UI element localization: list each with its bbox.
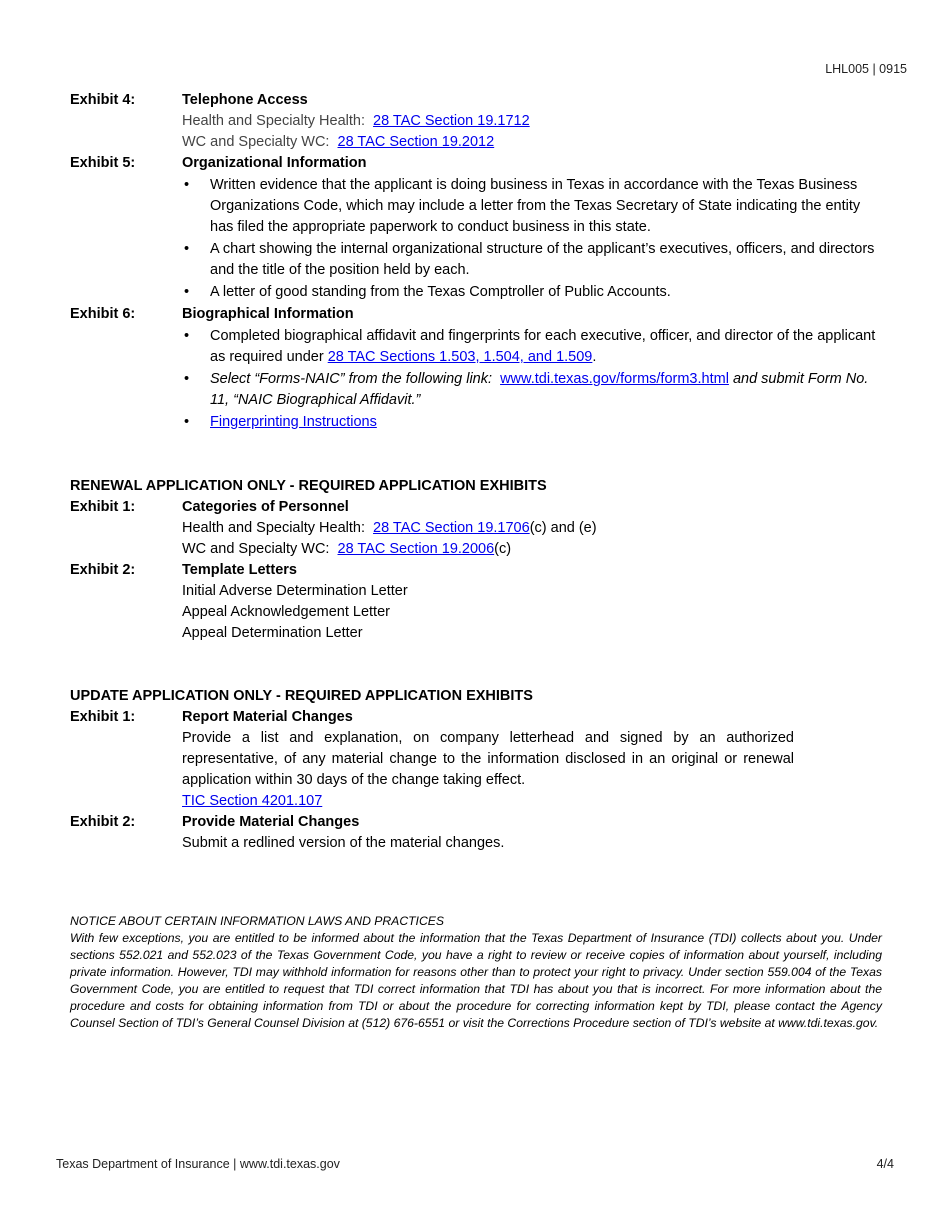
exhibit-5 (70, 153, 882, 304)
exhibit-5-list (182, 175, 882, 303)
exhibit-6-title: Biographical Information (182, 306, 354, 322)
exhibit-4-wc-line (182, 132, 882, 153)
update-exhibit-1-text: Provide a list and explanation, on company letterhead and signed by an authorized representative, of any material change to the information disclosed in an original or renewal application within 30 days of the change taking effect. (182, 730, 794, 788)
privacy-notice (70, 913, 882, 1032)
bullet-icon: • (184, 371, 190, 387)
notice-body: With few exceptions, you are entitled to be informed about the information that the Texas Department of Insurance (TDI) collects about you. Under sections 552.021 and 552.023 of the Texas Government Code, you have a right to review or receive copies of information about yourself, including private information. However, TDI may withhold information for reasons other than to protect your right to privacy. Under section 559.004 of the Texas Government Code, you are entitled to request that TDI correct information that TDI has about you that is incorrect. For more information about the procedure and costs for obtaining information from TDI or about the procedure for correcting information kept by TDI, please contact the Agency Counsel Section of TDI’s General Counsel Division at (512) 676-6551 or visit the Corrections Procedure section of TDI’s website at www.tdi.texas.gov. (70, 931, 882, 1030)
period: . (592, 349, 597, 365)
tac-19-1712-link[interactable]: 28 TAC Section 19.1712 (373, 113, 530, 129)
tac-1-503-link[interactable]: 28 TAC Sections 1.503, 1.504, and 1.509 (327, 349, 593, 365)
list-item (182, 326, 882, 368)
update-exhibit-2-text: Submit a redlined version of the material changes. (182, 835, 505, 851)
exhibit-6-list (182, 326, 882, 433)
list-item (182, 282, 882, 303)
renewal-exhibit-1-label: Exhibit 1: (70, 499, 136, 515)
bullet-icon: • (184, 241, 190, 257)
template-letter-item: Initial Adverse Determination Letter (182, 583, 408, 599)
list-item (182, 239, 882, 281)
renewal-exhibit-1 (70, 497, 882, 560)
bullet-icon: • (184, 177, 190, 193)
renewal-wc-line (182, 539, 882, 560)
tac-19-1706-link[interactable]: 28 TAC Section 19.1706 (373, 520, 530, 536)
exhibit-4-health-line (182, 111, 882, 132)
bullet-icon: • (184, 328, 190, 344)
renewal-heading: RENEWAL APPLICATION ONLY - REQUIRED APPLICATION EXHIBITS (70, 478, 547, 494)
bullet-icon: • (184, 284, 190, 300)
update-exhibit-2-label: Exhibit 2: (70, 814, 136, 830)
health-prefix: Health and Specialty Health: (182, 520, 374, 536)
footer-agency: Texas Department of Insurance | www.tdi.texas.gov (56, 1157, 340, 1171)
renewal-exhibit-1-title: Categories of Personnel (182, 499, 349, 515)
page-number: 4/4 (876, 1157, 894, 1171)
exhibit-4-title: Telephone Access (182, 92, 308, 108)
fingerprinting-instructions-link[interactable]: Fingerprinting Instructions (210, 414, 377, 430)
exhibit-4-label: Exhibit 4: (70, 92, 136, 108)
list-item-text: Select “Forms-NAIC” from the following link: (210, 371, 501, 387)
tac-19-2006-link[interactable]: 28 TAC Section 19.2006 (337, 541, 495, 557)
list-item (182, 369, 882, 411)
form-code: LHL005 | 0915 (825, 62, 907, 76)
list-item-text: A chart showing the internal organizational structure of the applicant’s executives, officers, and directors and the title of the position held by each. (210, 241, 875, 278)
health-suffix: (c) and (e) (529, 520, 597, 536)
bullet-icon: • (184, 414, 190, 430)
update-heading: UPDATE APPLICATION ONLY - REQUIRED APPLICATION EXHIBITS (70, 688, 533, 704)
list-item (182, 175, 882, 238)
list-item-text: Written evidence that the applicant is doing business in Texas in accordance with the Texas Business Organizations Code, which may include a letter from the Texas Secretary of State indicating the entity has filed the appropriate paperwork to conduct business in this state. (210, 177, 861, 235)
template-letter-item: Appeal Acknowledgement Letter (182, 604, 390, 620)
wc-prefix: WC and Specialty WC: (182, 134, 338, 150)
wc-suffix: (c) (494, 541, 512, 557)
health-prefix: Health and Specialty Health: (182, 113, 374, 129)
renewal-exhibit-2 (70, 560, 882, 644)
exhibit-6-label: Exhibit 6: (70, 306, 136, 322)
tdi-forms-link[interactable]: www.tdi.texas.gov/forms/form3.html (500, 371, 729, 387)
list-item-text: A letter of good standing from the Texas Comptroller of Public Accounts. (210, 284, 671, 300)
list-item (182, 412, 882, 433)
exhibit-5-label: Exhibit 5: (70, 155, 136, 171)
renewal-health-line (182, 518, 882, 539)
exhibit-6 (70, 304, 882, 434)
tac-19-2012-link[interactable]: 28 TAC Section 19.2012 (337, 134, 495, 150)
list-item-text: and submit Form No. 11, “NAIC Biographical Affidavit.” (210, 371, 869, 408)
notice-title: NOTICE ABOUT CERTAIN INFORMATION LAWS AND PRACTICES (70, 914, 445, 928)
renewal-exhibit-2-title: Template Letters (182, 562, 297, 578)
tic-4201-107-link[interactable]: TIC Section 4201.107 (182, 793, 323, 809)
document-body (70, 90, 882, 854)
update-exhibit-2 (70, 812, 882, 854)
update-exhibit-1-label: Exhibit 1: (70, 709, 136, 725)
exhibit-5-title: Organizational Information (182, 155, 367, 171)
exhibit-4 (70, 90, 882, 153)
renewal-exhibit-2-label: Exhibit 2: (70, 562, 136, 578)
update-exhibit-2-title: Provide Material Changes (182, 814, 360, 830)
list-item-text: Completed biographical affidavit and fingerprints for each executive, officer, and director of the applicant as required under (210, 328, 876, 365)
update-exhibit-1 (70, 707, 882, 812)
update-exhibit-1-title: Report Material Changes (182, 709, 353, 725)
template-letter-item: Appeal Determination Letter (182, 625, 363, 641)
wc-prefix: WC and Specialty WC: (182, 541, 338, 557)
